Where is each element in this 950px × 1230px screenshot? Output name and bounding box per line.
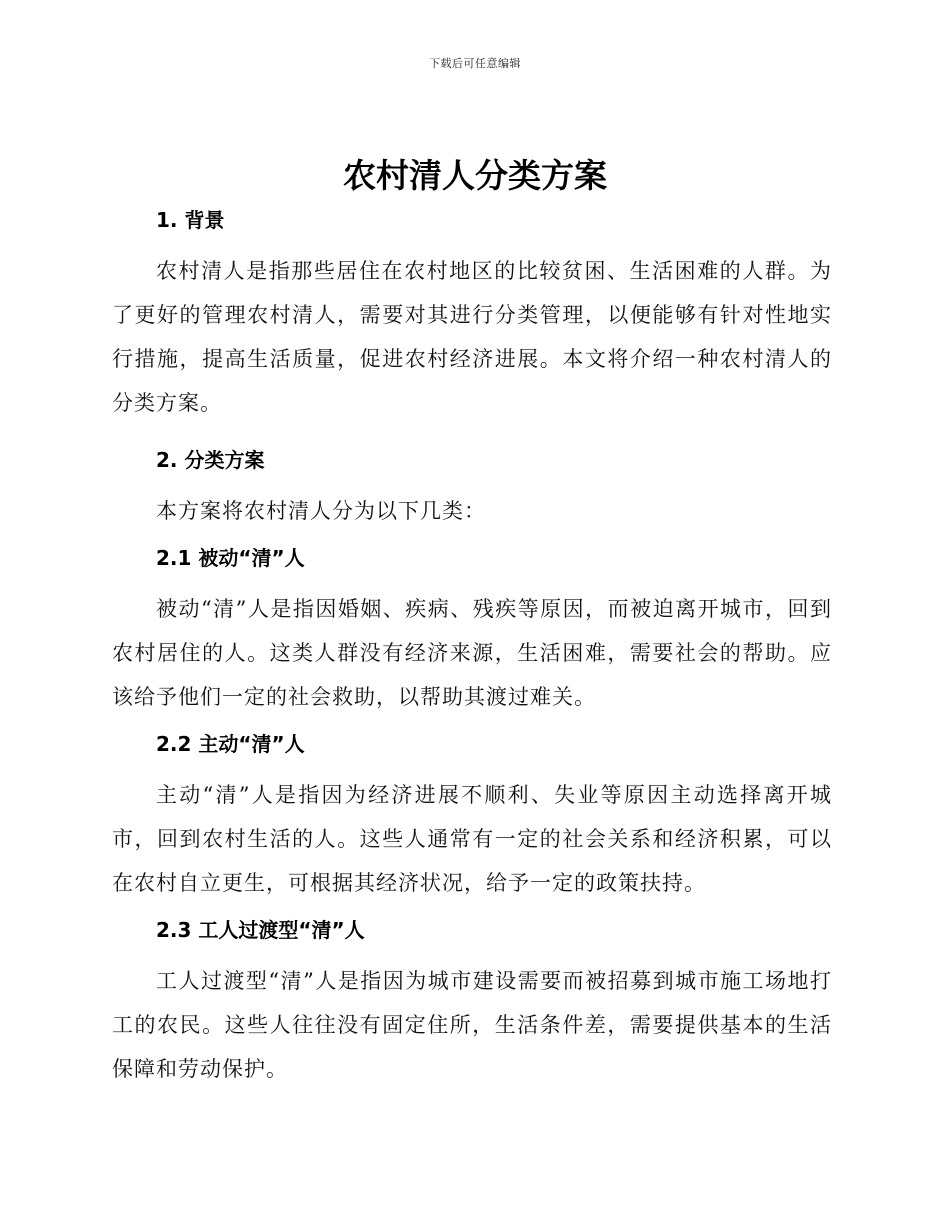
document-body xyxy=(112,205,832,1091)
section-heading-worker-transition: 2.3 工人过渡型“清”人 xyxy=(156,918,365,942)
document-title: 农村清人分类方案 xyxy=(343,156,607,195)
paragraph-active: 主动“清”人是指因为经济进展不顺利、失业等原因主动选择离开城市，回到农村生活的人。这些人通常有一定的社会关系和经济积累，可以在农村自立更生，可根据其经济状况，给予一定的政策扶持。 xyxy=(112,783,832,895)
section-heading-active: 2.2 主动“清”人 xyxy=(156,732,305,756)
paragraph-passive: 被动“清”人是指因婚姻、疾病、残疾等原因，而被迫离开城市，回到农村居住的人。这类人群没有经济来源，生活困难，需要社会的帮助。应该给予他们一定的社会救助，以帮助其渡过难关。 xyxy=(112,597,832,709)
paragraph-worker-transition: 工人过渡型“清”人是指因为城市建设需要而被招募到城市施工场地打工的农民。这些人往往没有固定住所，生活条件差，需要提供基本的生活保障和劳动保护。 xyxy=(112,969,832,1081)
section-heading-passive: 2.1 被动“清”人 xyxy=(156,546,305,570)
section-heading-classification-plan: 2. 分类方案 xyxy=(156,448,265,472)
section-classification-plan xyxy=(112,445,832,533)
paragraph-background: 农村清人是指那些居住在农村地区的比较贫困、生活困难的人群。为了更好的管理农村清人，需要对其进行分类管理，以便能够有针对性地实行措施，提高生活质量，促进农村经济进展。本文将介绍一种农村清人的分类方案。 xyxy=(112,259,832,415)
section-background xyxy=(112,205,832,425)
section-worker-transition xyxy=(112,915,832,1091)
section-active xyxy=(112,729,832,905)
header-note: 下载后可任意编辑 xyxy=(429,57,521,70)
section-heading-background: 1. 背景 xyxy=(156,208,225,232)
section-passive xyxy=(112,543,832,719)
paragraph-classification-intro: 本方案将农村清人分为以下几类： xyxy=(156,499,486,523)
